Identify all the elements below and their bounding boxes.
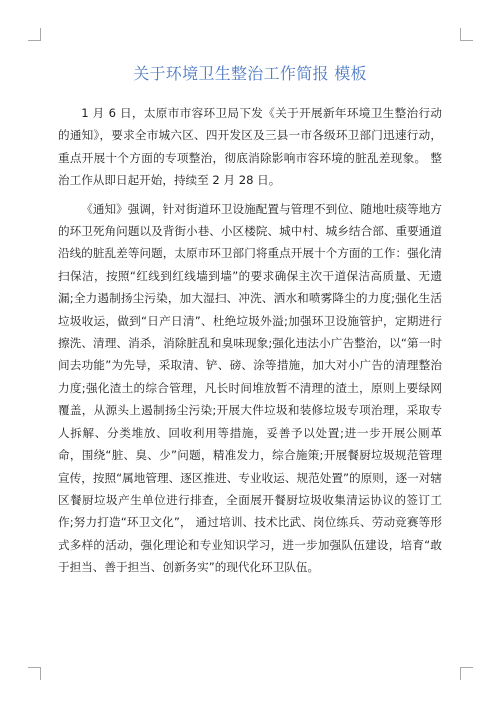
paragraph-notice-details: 《通知》强调，针对街道环卫设施配置与管理不到位、随地吐痰等地方的环卫死角问题以及背街小巷、小区楼院、城中村、城乡结合部、重要通道沿线的脏乱差等问题，太原市环卫部门将重点开展十个方面的工作：强化清扫保洁，按照“红线到红线墙到墙”的要求确保主次干道保洁高质量、无遗漏;全力遏制扬尘污染，加大湿扫、冲洗、洒水和喷雾降尘的力度;强化生活垃圾收运，做到“日产日清”、杜绝垃圾外溢;加强环卫设施管护，定期进行擦洗、清理、消杀，消除脏乱和臭味现象;强化违法小广告整治，以“第一时间去功能”为先导，采取清、铲、磅、涂等措施，加大对小广告的清理整治力度;强化渣土的综合管理，凡长时间堆放暂不清理的渣土，原则上要绿网覆盖，从源头上遏制扬尘污染;开展大件垃圾和装修垃圾专项治理，采取专人拆解、分类堆放、回收利用等措施，妥善予以处置;进一步开展公厕革命，围绕“脏、臭、少”问题，精准发力，综合施策;开展餐厨垃圾规范管理宣传，按照“属地管理、逐区推进、专业收运、规范处置”的原则，逐一对辖区餐厨垃圾产生单位进行排查，全面展开餐厨垃圾收集清运协议的签订工作;努力打造“环卫文化”， 通过培训、技术比武、岗位练兵、劳动竞赛等形式多样的活动，强化理论和专业知识学习，进一步加强队伍建设，培育“敢于担当、善于担当、创新务实”的现代化环卫队伍。: [58, 201, 442, 575]
crop-mark-bottom-right: [460, 667, 473, 680]
paragraph-notice-issued: 1 月 6 日，太原市市容环卫局下发《关于开展新年环境卫生整治行动的通知》，要求全市城六区、四开发区及三县一市各级环卫部门迅速行动，重点开展十个方面的专项整治，彻底消除影响市容环境的脏乱差现象。 整治工作从即日起开始，持续至 2 月 28 日。: [58, 106, 442, 188]
crop-mark-bottom-left: [28, 667, 41, 680]
document-body: [58, 102, 442, 585]
crop-mark-top-right: [460, 28, 473, 41]
document-title: 关于环境卫生整治工作简报 模板: [133, 64, 367, 83]
crop-mark-top-left: [28, 28, 41, 41]
